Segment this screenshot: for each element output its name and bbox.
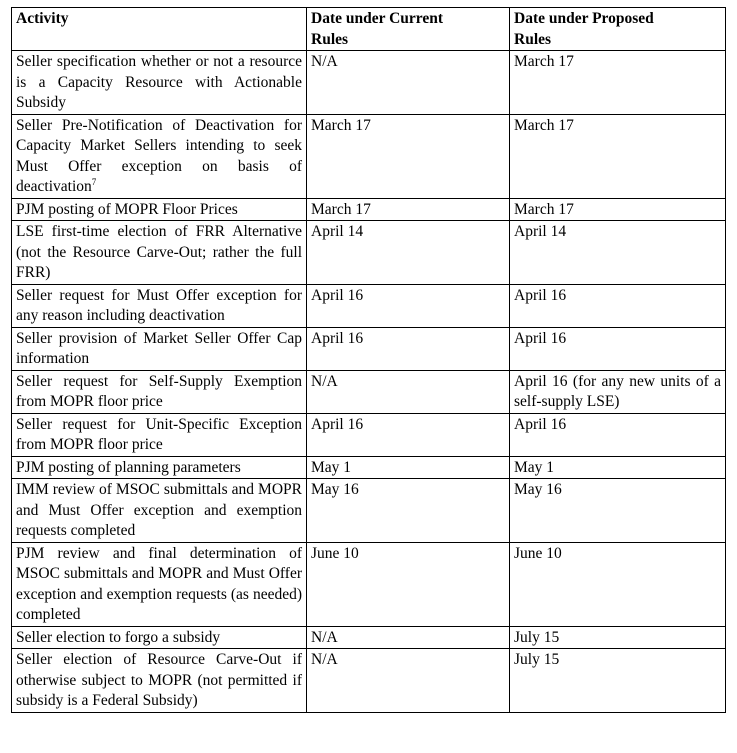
activity-cell: PJM posting of MOPR Floor Prices [12,198,307,221]
table-row [12,479,726,543]
proposed-date-cell: April 16 [510,327,726,370]
table-row [12,542,726,626]
proposed-date-cell: May 16 [510,479,726,543]
activity-text: Seller Pre-Notification of Deactivation for Capacity Market Sellers intending to seek Must Offer exception on basis of deactivation [16,116,302,195]
header-row [12,8,726,51]
current-date-cell: March 17 [307,198,510,221]
header-proposed-line2: Rules [514,30,552,48]
activity-cell: Seller election of Resource Carve-Out if otherwise subject to MOPR (not permitted if subsidy is a Federal Subsidy) [12,649,307,713]
current-date-cell: N/A [307,626,510,649]
current-date-cell: N/A [307,649,510,713]
activity-cell: PJM review and final determination of MSOC submittals and MOPR and Must Offer exception and exemption requests (as needed) completed [12,542,307,626]
proposed-date-cell: March 17 [510,198,726,221]
activity-cell: Seller provision of Market Seller Offer Cap information [12,327,307,370]
table-row [12,413,726,456]
current-date-cell: May 1 [307,456,510,479]
table-row [12,327,726,370]
activity-cell: Seller specification whether or not a resource is a Capacity Resource with Actionable Subsidy [12,51,307,115]
current-date-cell: June 10 [307,542,510,626]
current-date-cell: April 16 [307,413,510,456]
proposed-date-cell: July 15 [510,626,726,649]
table-row [12,284,726,327]
proposed-date-cell: May 1 [510,456,726,479]
header-proposed-line1: Date under Proposed [514,10,654,27]
table-row [12,114,726,198]
current-date-cell: May 16 [307,479,510,543]
proposed-date-cell: June 10 [510,542,726,626]
table-row [12,649,726,713]
schedule-table [11,7,726,713]
proposed-date-cell: April 14 [510,221,726,285]
proposed-date-cell: March 17 [510,114,726,198]
activity-cell: IMM review of MSOC submittals and MOPR and Must Offer exception and exemption requests completed [12,479,307,543]
activity-cell: PJM posting of planning parameters [12,456,307,479]
table-row [12,221,726,285]
header-current-rules [307,8,510,51]
header-proposed-rules [510,8,726,51]
table-row [12,626,726,649]
activity-cell: Seller election to forgo a subsidy [12,626,307,649]
footnote-ref: 7 [91,177,97,187]
current-date-cell: April 14 [307,221,510,285]
current-date-cell: April 16 [307,284,510,327]
header-activity: Activity [12,8,307,51]
current-date-cell: N/A [307,51,510,115]
current-date-cell: N/A [307,370,510,413]
current-date-cell: April 16 [307,327,510,370]
table-row [12,370,726,413]
proposed-date-cell: April 16 (for any new units of a self-supply LSE) [510,370,726,413]
table-row [12,51,726,115]
proposed-date-cell: April 16 [510,413,726,456]
activity-cell: Seller request for Must Offer exception for any reason including deactivation [12,284,307,327]
table-row [12,198,726,221]
header-current-line2: Rules [311,30,349,48]
proposed-date-cell: April 16 [510,284,726,327]
table-row [12,456,726,479]
activity-cell: Seller request for Self-Supply Exemption from MOPR floor price [12,370,307,413]
activity-cell: Seller request for Unit-Specific Exception from MOPR floor price [12,413,307,456]
proposed-date-cell: March 17 [510,51,726,115]
activity-cell: LSE first-time election of FRR Alternative (not the Resource Carve-Out; rather the full FRR) [12,221,307,285]
activity-cell [12,114,307,198]
current-date-cell: March 17 [307,114,510,198]
header-current-line1: Date under Current [311,10,444,27]
proposed-date-cell: July 15 [510,649,726,713]
